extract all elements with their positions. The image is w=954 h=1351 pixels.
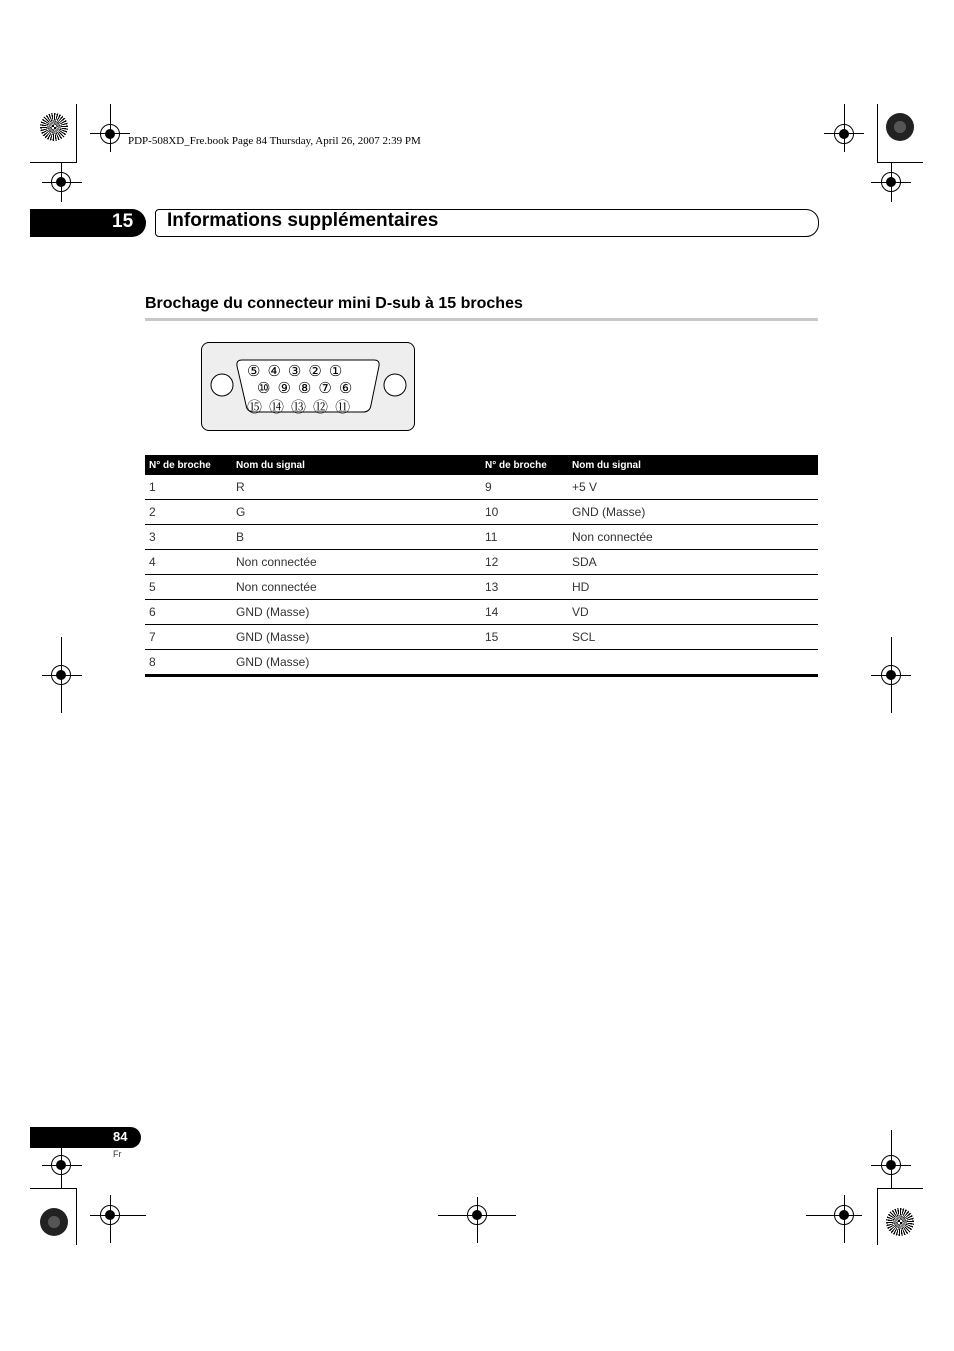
table-cell: 15 bbox=[481, 625, 568, 650]
table-header-row bbox=[145, 455, 818, 475]
pinout-table bbox=[145, 455, 818, 677]
table-cell: 1 bbox=[145, 475, 232, 500]
color-registration-icon bbox=[886, 113, 914, 141]
registration-mark-icon bbox=[51, 172, 71, 192]
connector-pin-row-2 bbox=[257, 379, 359, 397]
table-cell: 9 bbox=[481, 475, 568, 500]
column-header: Nom du signal bbox=[568, 455, 818, 475]
registration-mark-icon bbox=[100, 124, 120, 144]
column-header: Nom du signal bbox=[232, 455, 481, 475]
color-registration-icon bbox=[886, 1208, 914, 1236]
table-cell: 12 bbox=[481, 550, 568, 575]
pin-label: ⑦ bbox=[318, 380, 339, 397]
registration-mark-icon bbox=[51, 1155, 71, 1175]
connector-pin-row-3 bbox=[247, 396, 357, 417]
file-info-slug: PDP-508XD_Fre.book Page 84 Thursday, April 26, 2007 2:39 PM bbox=[128, 135, 421, 147]
table-cell: Non connectée bbox=[232, 575, 481, 600]
table-row bbox=[145, 625, 818, 650]
registration-mark-icon bbox=[881, 665, 901, 685]
table-cell: SCL bbox=[568, 625, 818, 650]
table-cell: GND (Masse) bbox=[232, 600, 481, 625]
table-cell: 6 bbox=[145, 600, 232, 625]
page-number: 84 bbox=[113, 1129, 128, 1144]
table-row bbox=[145, 525, 818, 550]
table-cell: SDA bbox=[568, 550, 818, 575]
table-row bbox=[145, 475, 818, 500]
table-cell: +5 V bbox=[568, 475, 818, 500]
pin-label: ⑪ bbox=[335, 399, 358, 416]
pin-label: ① bbox=[328, 363, 350, 380]
table-cell: 3 bbox=[145, 525, 232, 550]
table-cell: 2 bbox=[145, 500, 232, 525]
table-cell: HD bbox=[568, 575, 818, 600]
pin-label: ⑭ bbox=[269, 399, 292, 416]
table-cell: GND (Masse) bbox=[568, 500, 818, 525]
pin-label: ③ bbox=[287, 363, 309, 380]
table-row bbox=[145, 650, 818, 676]
page-language: Fr bbox=[113, 1149, 122, 1159]
table-row bbox=[145, 550, 818, 575]
pin-label: ⑧ bbox=[297, 380, 319, 397]
table-cell: Non connectée bbox=[232, 550, 481, 575]
pin-label: ⑬ bbox=[291, 399, 314, 416]
section-divider bbox=[145, 318, 818, 321]
registration-mark-icon bbox=[834, 1205, 854, 1225]
connector-pin-row-1 bbox=[247, 362, 349, 380]
table-cell: 5 bbox=[145, 575, 232, 600]
pin-label: ⑥ bbox=[338, 380, 360, 397]
table-row bbox=[145, 600, 818, 625]
table-cell: R bbox=[232, 475, 481, 500]
table-cell: 7 bbox=[145, 625, 232, 650]
registration-mark-icon bbox=[100, 1205, 120, 1225]
pin-label: ⑤ bbox=[247, 363, 268, 380]
color-registration-icon bbox=[40, 1208, 68, 1236]
pin-label: ⑮ bbox=[247, 399, 270, 416]
registration-mark-icon bbox=[467, 1205, 487, 1225]
section-title: Brochage du connecteur mini D-sub à 15 broches bbox=[145, 295, 523, 312]
chapter-number: 15 bbox=[112, 211, 134, 232]
dsub-connector-diagram bbox=[201, 342, 415, 431]
color-registration-icon bbox=[40, 113, 68, 141]
chapter-title: Informations supplémentaires bbox=[167, 210, 439, 231]
table-cell: G bbox=[232, 500, 481, 525]
column-header: N° de broche bbox=[145, 455, 232, 475]
table-cell: GND (Masse) bbox=[232, 625, 481, 650]
registration-mark-icon bbox=[881, 172, 901, 192]
table-cell: GND (Masse) bbox=[232, 650, 481, 676]
pin-label: ④ bbox=[267, 363, 288, 380]
registration-mark-icon bbox=[834, 124, 854, 144]
registration-mark-icon bbox=[51, 665, 71, 685]
table-cell: 11 bbox=[481, 525, 568, 550]
table-cell: 14 bbox=[481, 600, 568, 625]
table-cell bbox=[568, 650, 818, 676]
table-cell: 10 bbox=[481, 500, 568, 525]
table-cell bbox=[481, 650, 568, 676]
pin-label: ⑨ bbox=[277, 380, 298, 397]
table-cell: VD bbox=[568, 600, 818, 625]
pin-label: ⑩ bbox=[257, 380, 278, 397]
table-cell: 13 bbox=[481, 575, 568, 600]
table-cell: Non connectée bbox=[568, 525, 818, 550]
registration-mark-icon bbox=[881, 1155, 901, 1175]
table-cell: 4 bbox=[145, 550, 232, 575]
table-cell: B bbox=[232, 525, 481, 550]
table-row bbox=[145, 575, 818, 600]
pin-label: ⑫ bbox=[313, 399, 336, 416]
column-header: N° de broche bbox=[481, 455, 568, 475]
table-cell: 8 bbox=[145, 650, 232, 676]
pin-label: ② bbox=[308, 363, 329, 380]
table-row bbox=[145, 500, 818, 525]
